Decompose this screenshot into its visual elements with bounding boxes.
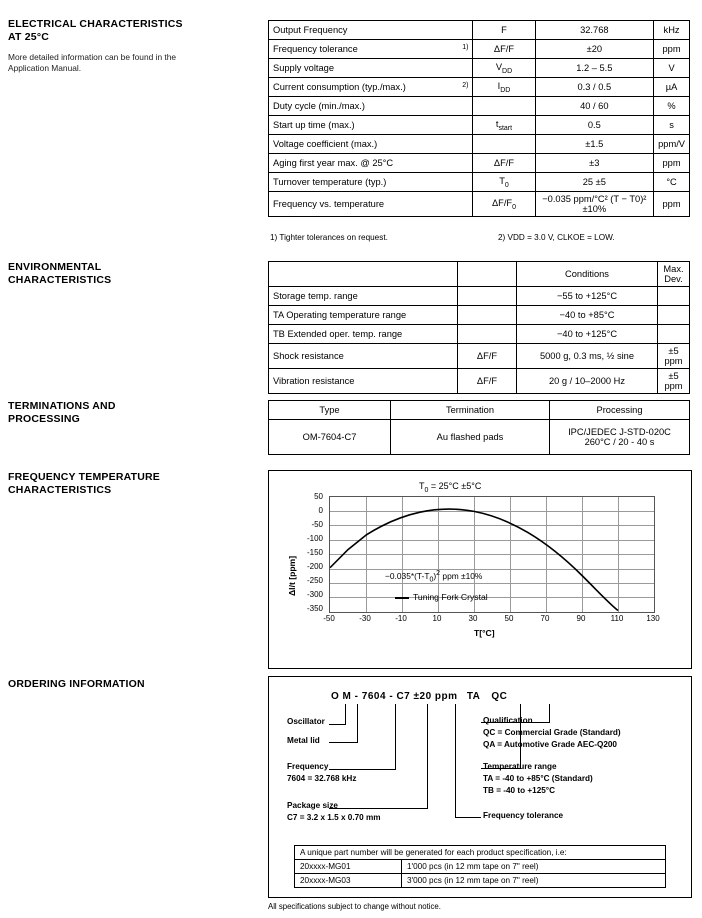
section-title-environmental-line1: ENVIRONMENTAL (8, 261, 102, 273)
symbol-cell (473, 97, 535, 116)
param-cell: Output Frequency (269, 21, 473, 40)
header-termination: Termination (391, 401, 550, 420)
code-part-qualification: QC (491, 691, 508, 702)
label-qa: QA = Automotive Grade AEC-Q200 (483, 740, 617, 749)
deviation-cell (658, 287, 690, 306)
label-ta: TA = -40 to +85°C (Standard) (483, 774, 593, 783)
label-package-value: C7 = 3.2 x 1.5 x 0.70 mm (287, 813, 381, 822)
symbol-cell: F (473, 21, 535, 40)
code-part-package: C7 (396, 691, 411, 702)
chart-title-text: $T_0 = 25^\circ C \pm 5^\circ C$ (419, 481, 482, 494)
xtick-90: 90 (576, 614, 586, 623)
ytick-m300: -300 (306, 590, 323, 599)
table-row (269, 287, 690, 306)
part-number-cell: 20xxxx-MG03 (295, 874, 402, 888)
section-title-terminations (8, 400, 258, 426)
deviation-cell: ±5 ppm (658, 369, 690, 394)
part-number-cell: 20xxxx-MG01 (295, 860, 402, 874)
table-row (269, 135, 690, 154)
page-footer-note: All specifications subject to change without notice. (268, 902, 441, 911)
part-number-table (294, 845, 666, 888)
value-cell: ±3 (535, 154, 654, 173)
unit-cell: kHz (654, 21, 690, 40)
legend-label: Tuning Fork Crystal (413, 592, 488, 602)
xtick--10: -10 (395, 614, 407, 623)
value-cell: 0.5 (535, 116, 654, 135)
header-conditions: Conditions (517, 262, 658, 287)
label-temperature-range: Temperature range (483, 762, 557, 771)
table-row (269, 325, 690, 344)
chart-title (419, 481, 481, 494)
label-metal-lid: Metal lid (287, 736, 320, 745)
electrical-characteristics-table (268, 20, 690, 217)
processing-line2: 260°C / 20 - 40 s (584, 437, 655, 447)
code-part-oscillator: O M (331, 691, 352, 702)
section-title-freqtemp-line2: CHARACTERISTICS (8, 484, 112, 496)
chart-curve (330, 497, 654, 612)
header-maxdev: Max. Dev. (658, 262, 690, 287)
ytick-50: 50 (314, 492, 323, 501)
table-row (269, 192, 690, 217)
section-title-environmental-line2: CHARACTERISTICS (8, 274, 112, 286)
param-cell: Frequency vs. temperature (269, 192, 473, 217)
param-cell: Duty cycle (min./max.) (269, 97, 473, 116)
unit-cell: ppm/V (654, 135, 690, 154)
symbol-cell: ΔF/F (458, 344, 517, 369)
unit-cell: V (654, 59, 690, 78)
ordering-code (331, 691, 507, 702)
unit-cell: % (654, 97, 690, 116)
symbol-cell: $\Delta F/F_0$ (473, 192, 535, 217)
label-frequency-tolerance: Frequency tolerance (483, 811, 564, 820)
section-title-electrical-line2: AT 25°C (8, 31, 49, 43)
unit-cell: ppm (654, 40, 690, 59)
header-type: Type (269, 401, 391, 420)
label-tb: TB = -40 to +125°C (483, 786, 555, 795)
ytick-m250: -250 (306, 576, 323, 585)
part-table-header: A unique part number will be generated for each product specification, i.e: (295, 846, 666, 860)
header-blank-1 (269, 262, 458, 287)
label-oscillator: Oscillator (287, 717, 325, 726)
symbol-cell: $T_0$ (473, 173, 535, 192)
leader-line (329, 742, 358, 743)
deviation-cell (658, 306, 690, 325)
xtick-110: 110 (610, 614, 624, 623)
value-cell: ±1.5 (535, 135, 654, 154)
section-title-freqtemp (8, 471, 258, 497)
chart-annotation: $-0.035*(T-T_0)^2$ ppm ±10% (385, 570, 483, 584)
symbol-cell (458, 287, 517, 306)
type-cell: OM-7604-C7 (269, 420, 391, 455)
electrical-footnote-right: 2) VDD = 3.0 V, CLKOE = LOW. (498, 233, 615, 242)
termination-cell: Au flashed pads (391, 420, 550, 455)
leader-line (357, 704, 358, 742)
leader-line (395, 704, 396, 769)
param-cell: Voltage coefficient (max.) (269, 135, 473, 154)
table-row (269, 154, 690, 173)
code-part-frequency: 7604 (361, 691, 387, 702)
table-row (269, 78, 690, 97)
electrical-subtitle-line2: Application Manual. (8, 63, 82, 73)
table-row (269, 59, 690, 78)
xtick-50: 50 (504, 614, 514, 623)
xtick-70: 70 (540, 614, 550, 623)
ytick-0: 0 (318, 506, 323, 515)
frequency-temperature-chart (268, 470, 692, 669)
unit-cell: ppm (654, 154, 690, 173)
code-part-tolerance: ±20 ppm (413, 691, 458, 702)
part-qty-cell: 1'000 pcs (in 12 mm tape on 7" reel) (402, 860, 666, 874)
param-cell: Current consumption (typ./max.) 2) (269, 78, 473, 97)
ytick-m150: -150 (306, 548, 323, 557)
table-row (269, 116, 690, 135)
label-qc: QC = Commercial Grade (Standard) (483, 728, 621, 737)
section-title-ordering-line1: ORDERING INFORMATION (8, 678, 145, 690)
symbol-cell (473, 135, 535, 154)
table-row (269, 40, 690, 59)
chart-ylabel: ΔI/t [ppm] (287, 555, 297, 596)
leader-line (549, 704, 550, 722)
table-row (269, 420, 690, 455)
table-row (269, 173, 690, 192)
unit-cell: ppm (654, 192, 690, 217)
label-frequency-value: 7604 = 32.768 kHz (287, 774, 357, 783)
leader-line (329, 769, 396, 770)
table-row (295, 874, 666, 888)
label-qualification: Qualification (483, 716, 533, 725)
code-dash-2: - (389, 691, 394, 702)
value-cell: 25 ±5 (535, 173, 654, 192)
unit-cell: s (654, 116, 690, 135)
param-cell: Shock resistance (269, 344, 458, 369)
value-cell: 0.3 / 0.5 (535, 78, 654, 97)
xtick-130: 130 (646, 614, 660, 623)
leader-line (455, 704, 456, 817)
leader-line (345, 704, 346, 724)
symbol-cell (458, 306, 517, 325)
label-package-size: Package size (287, 801, 338, 810)
param-cell: Start up time (max.) (269, 116, 473, 135)
unit-cell: °C (654, 173, 690, 192)
table-row (269, 21, 690, 40)
legend-line-swatch (395, 597, 409, 599)
chart-plot-area (329, 496, 655, 613)
xtick--30: -30 (359, 614, 371, 623)
unit-cell: µA (654, 78, 690, 97)
footnote-marker: 1) (462, 44, 469, 51)
ytick-m50: -50 (311, 520, 323, 529)
condition-cell: −55 to +125°C (517, 287, 658, 306)
table-row (269, 97, 690, 116)
leader-line (329, 724, 346, 725)
ytick-m200: -200 (306, 562, 323, 571)
value-cell: 32.768 (535, 21, 654, 40)
table-row (269, 306, 690, 325)
symbol-cell: $t_{start}$ (473, 116, 535, 135)
param-cell: Supply voltage (269, 59, 473, 78)
deviation-cell: ±5 ppm (658, 344, 690, 369)
processing-cell (550, 420, 690, 455)
value-cell: 1.2 – 5.5 (535, 59, 654, 78)
part-qty-cell: 3'000 pcs (in 12 mm tape on 7" reel) (402, 874, 666, 888)
param-cell: Frequency tolerance 1) (269, 40, 473, 59)
table-header-row (269, 262, 690, 287)
chart-legend (395, 592, 488, 602)
value-cell: ±20 (535, 40, 654, 59)
header-processing: Processing (550, 401, 690, 420)
param-cell: Vibration resistance (269, 369, 458, 394)
leader-line (427, 704, 428, 808)
table-row (269, 344, 690, 369)
section-title-terminations-line1: TERMINATIONS AND (8, 400, 116, 412)
section-title-ordering (8, 678, 258, 691)
code-part-temprange: TA (466, 691, 481, 702)
symbol-cell: ΔF/F (473, 40, 535, 59)
electrical-subtitle-line1: More detailed information can be found in the (8, 52, 177, 62)
deviation-cell (658, 325, 690, 344)
xtick-10: 10 (432, 614, 442, 623)
table-header-row (269, 401, 690, 420)
header-blank-2 (458, 262, 517, 287)
condition-cell: 5000 g, 0.3 ms, ½ sine (517, 344, 658, 369)
symbol-cell: ΔF/F (473, 154, 535, 173)
xtick-30: 30 (468, 614, 478, 623)
leader-line (329, 808, 428, 809)
code-dash-1: - (354, 691, 359, 702)
ytick-m350: -350 (306, 604, 323, 613)
ytick-m100: -100 (306, 534, 323, 543)
leader-line (455, 817, 481, 818)
section-title-electrical-line1: ELECTRICAL CHARACTERISTICS (8, 18, 183, 30)
ordering-information-diagram (268, 676, 692, 898)
param-cell: Turnover temperature (typ.) (269, 173, 473, 192)
section-title-electrical (8, 18, 258, 44)
section-title-environmental (8, 261, 258, 287)
symbol-cell: ΔF/F (458, 369, 517, 394)
value-cell: −0.035 ppm/°C² (T − T0)² ±10% (535, 192, 654, 217)
label-frequency: Frequency (287, 762, 329, 771)
xtick--50: -50 (323, 614, 335, 623)
table-row (269, 369, 690, 394)
condition-cell: −40 to +125°C (517, 325, 658, 344)
symbol-cell: $I_{DD}$ (473, 78, 535, 97)
electrical-footnote-left: 1) Tighter tolerances on request. (270, 233, 388, 242)
param-cell: TA Operating temperature range (269, 306, 458, 325)
footnote-marker: 2) (462, 82, 469, 89)
condition-cell: −40 to +85°C (517, 306, 658, 325)
condition-cell: 20 g / 10–2000 Hz (517, 369, 658, 394)
environmental-characteristics-table (268, 261, 690, 394)
symbol-cell (458, 325, 517, 344)
section-title-freqtemp-line1: FREQUENCY TEMPERATURE (8, 471, 160, 483)
table-header-row (295, 846, 666, 860)
value-cell: 40 / 60 (535, 97, 654, 116)
symbol-cell: $V_{DD}$ (473, 59, 535, 78)
section-title-terminations-line2: PROCESSING (8, 413, 81, 425)
param-cell: TB Extended oper. temp. range (269, 325, 458, 344)
table-row (295, 860, 666, 874)
processing-line1: IPC/JEDEC J-STD-020C (568, 427, 671, 437)
chart-xlabel: T[°C] (474, 628, 495, 638)
section-subtitle-electrical (8, 52, 248, 74)
param-cell: Storage temp. range (269, 287, 458, 306)
terminations-processing-table (268, 400, 690, 455)
param-cell: Aging first year max. @ 25°C (269, 154, 473, 173)
